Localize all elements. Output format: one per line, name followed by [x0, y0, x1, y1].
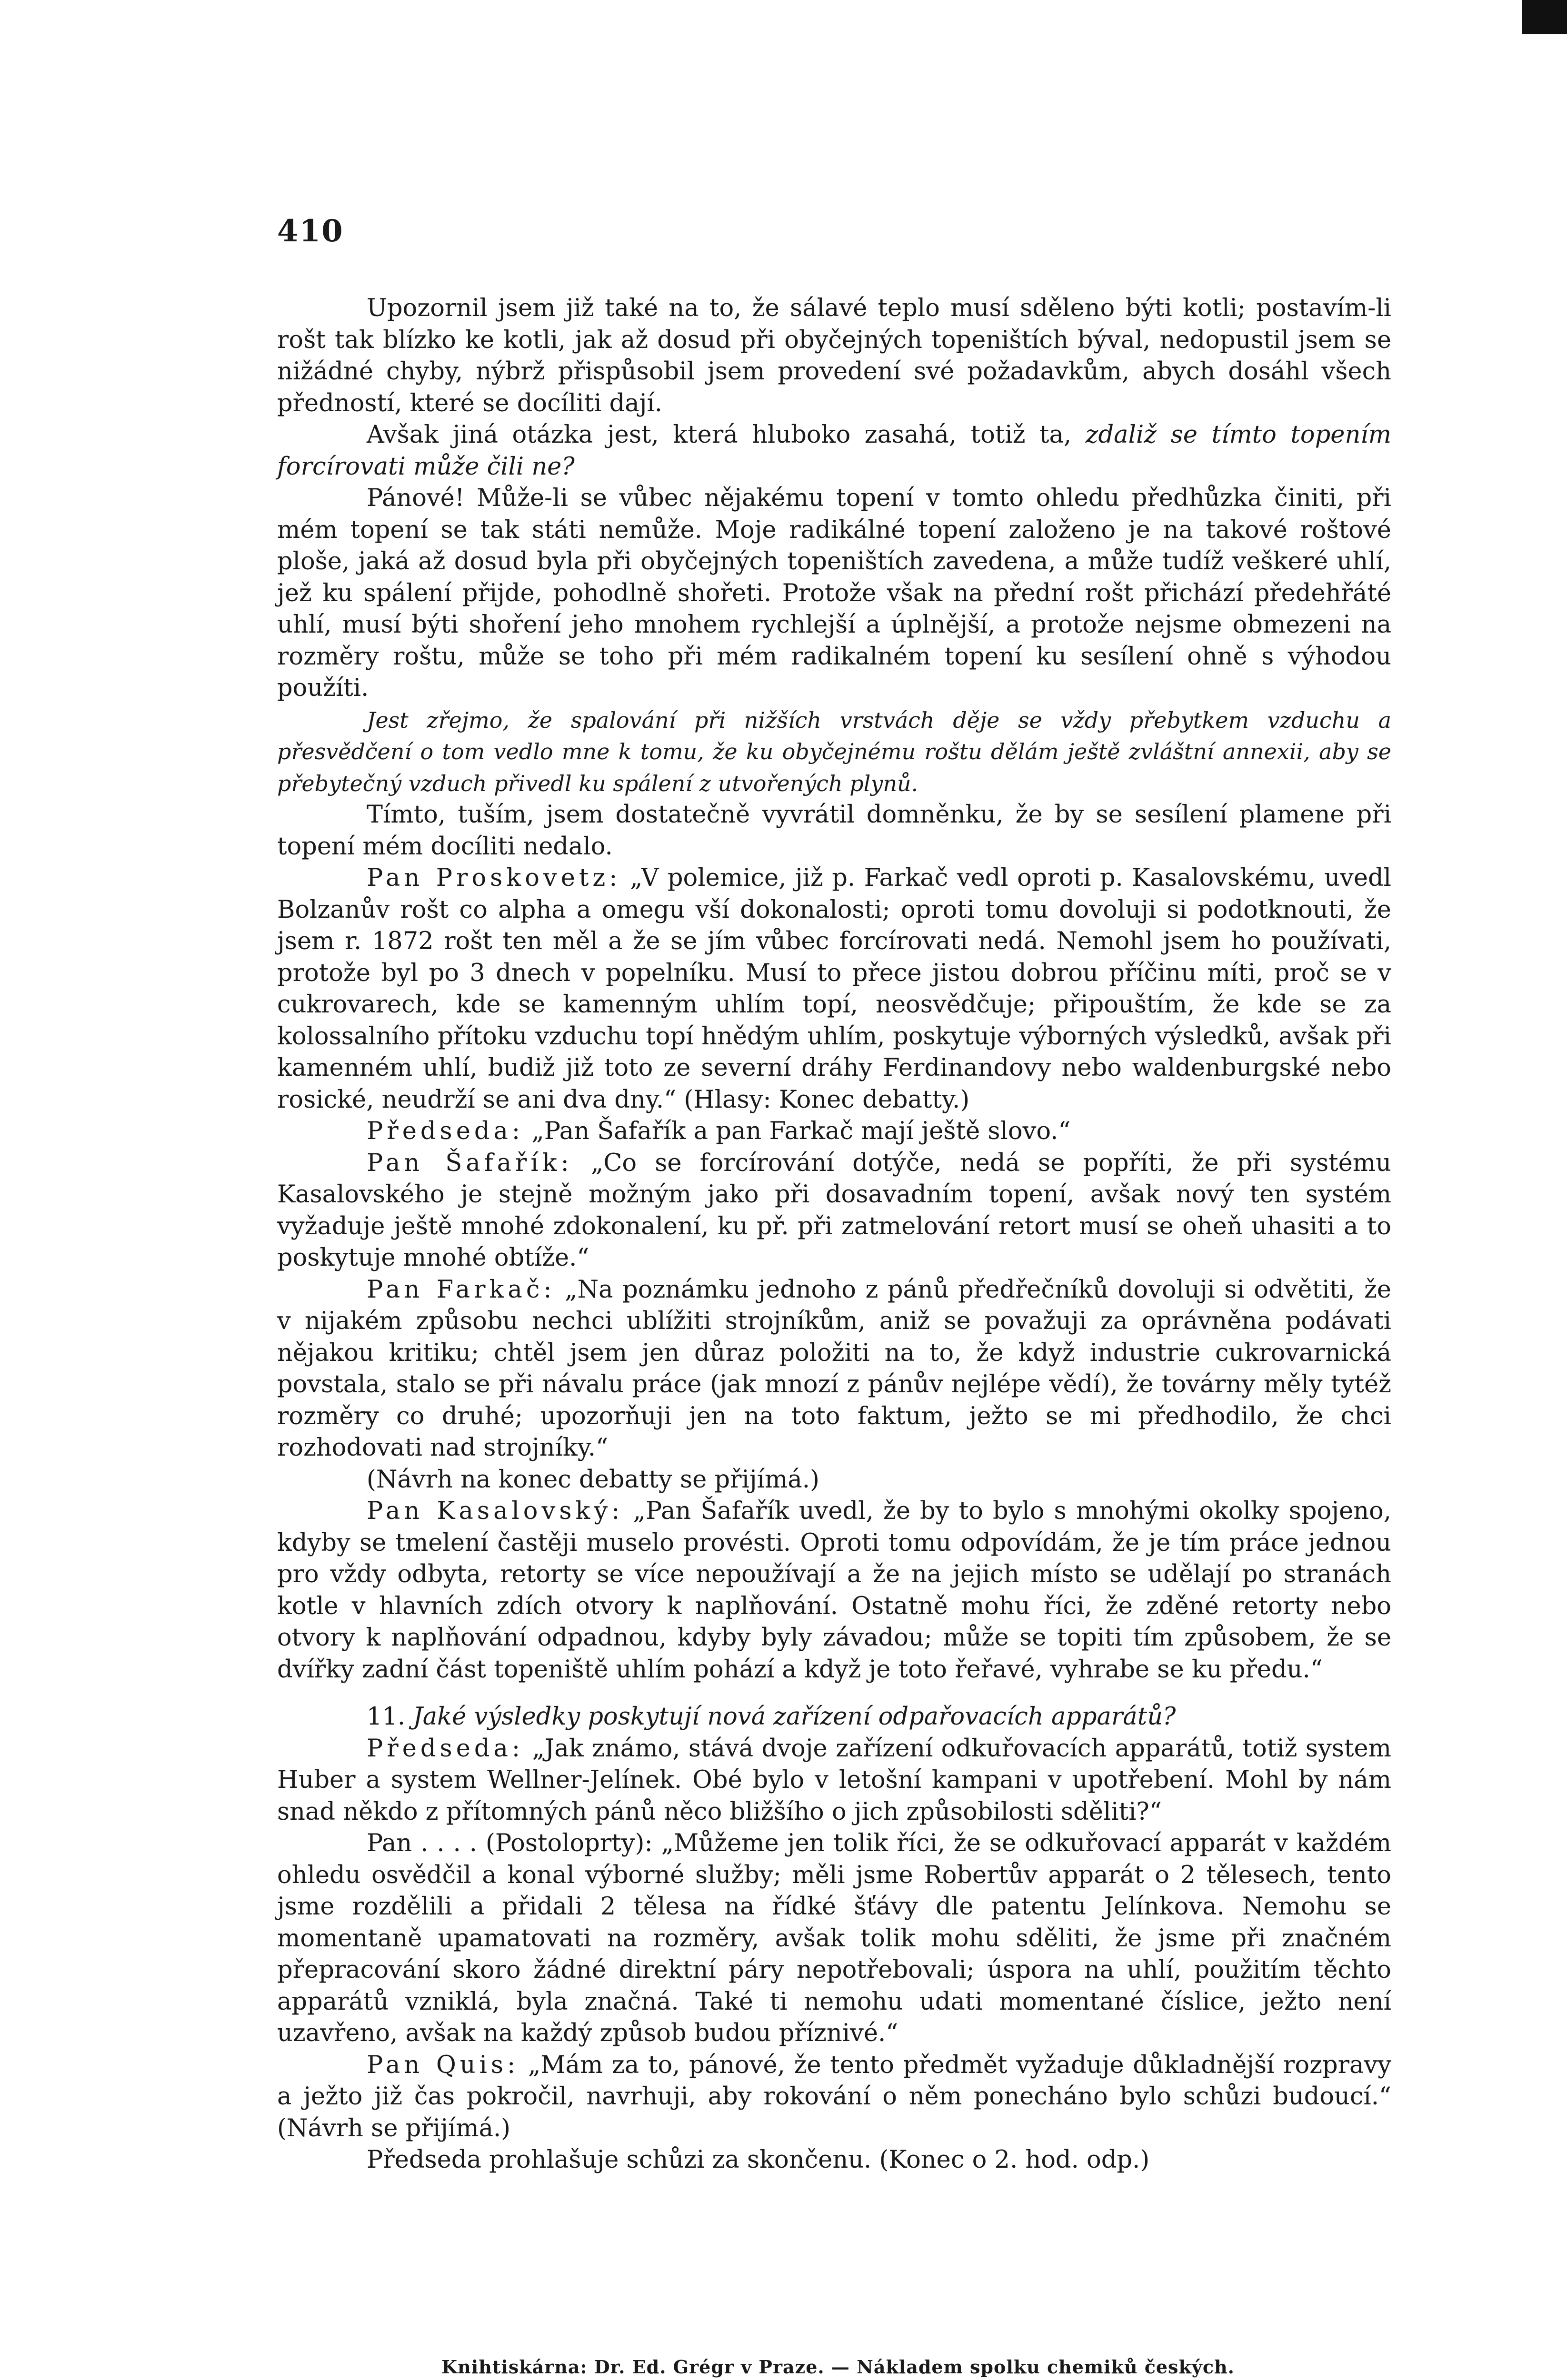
speaker-name: Předseda:: [367, 1734, 524, 1763]
paragraph: Předseda prohlašuje schůzi za skončenu. (Konec o 2. hod. odp.): [367, 2146, 1150, 2174]
speaker-name: Předseda:: [367, 1117, 524, 1145]
section-heading: 11. Jaké výsledky poskytují nová zařízení odpařovacích apparátů?: [367, 1703, 1176, 1731]
paragraph-italic: Jest zřejmo, že spalování při nižších vrstvách děje se vždy přebytkem vzduchu a přesvědčení o tom vedlo mne k tomu, že ku obyčejnému roštu dělám ještě zvláštní annexii, aby se přebytečný vzduch přivedl ku spálení z utvořených plynů.: [277, 707, 1391, 796]
paragraph: Tímto, tuším, jsem dostatečně vyvrátil domněnku, že by se sesílení plamene při topení mém docíliti nedalo.: [277, 801, 1391, 861]
paragraph: Avšak jiná otázka jest, která hluboko zasahá, totiž ta, zdaliž se tímto topením forcírovati může čili ne?: [277, 421, 1391, 481]
paragraph: Pan Quis: „Mám za to, pánové, že tento předmět vyžaduje důkladnější rozpravy a ježto již čas pokročil, navrhuji, aby rokování o něm ponecháno bylo schůzi budoucí.“ (Návrh se přijímá.): [277, 2051, 1392, 2142]
paragraph: Pan . . . . (Postoloprty): „Můžeme jen tolik říci, že se odkuřovací apparát v každém ohledu osvědčil a konal výborné služby; měli jsme Robertův apparát o 2 tělesech, tento jsme rozdělili a přidali 2 tělesa na řídké šťávy dle patentu Jelínkova. Nemohu se momentaně upamatovati na rozměry, avšak tolik mohu sděliti, že jsme při značném přepracování skoro žádné direktní páry nepotřebovali; úspora na uhlí, použitím těchto apparátů vzniklá, byla značná. Také ti nemohu udati momentané číslice, ježto není uzavřeno, avšak na každý způsob budou příznivé.“: [277, 1829, 1392, 2047]
paragraph: Pan Farkač: „Na poznámku jednoho z pánů předřečníků dovoluji si odvětiti, že v nijakém způsobu nechci ublížiti strojníkům, aniž se považuji za oprávněna podávati nějakou kritiku; chtěl jsem jen důraz položiti na to, že když industrie cukrovarnická povstala, stalo se při návalu práce (jak mnozí z pánův nejlépe vědí), že továrny měly tytéž rozměry co druhé; upozorňuji jen na toto faktum, ježto se mi předhodilo, že chci rozhodovati nad strojníky.“: [277, 1275, 1391, 1462]
body-text: [277, 293, 1391, 2176]
paragraph: (Návrh na konec debatty se přijímá.): [367, 1465, 819, 1494]
printer-footer: Knihtiskárna: Dr. Ed. Grégr v Praze. — Nákladem spolku chemiků českých.: [441, 2356, 1235, 2378]
speaker-name: Pan Proskovetz:: [367, 864, 621, 892]
paragraph: Předseda: „Pan Šafařík a pan Farkač mají ještě slovo.“: [367, 1117, 1071, 1145]
speaker-name: Pan . . . .: [367, 1829, 478, 1857]
paragraph: Pan Kasalovský: „Pan Šafařík uvedl, že by to bylo s mnohými okolky spojeno, kdyby se tmelení častěji muselo provésti. Oproti tomu odpovídám, že je tím práce jednou pro vždy odbyta, retorty se více nepoužívají a že na jejich místo se udělají po stranách kotle v hlavních zdích otvory k naplňování. Ostatně mohu říci, že zděné retorty nebo otvory k naplňování odpadnou, kdyby byly závadou; může se topiti tím způsobem, že se dvířky zadní část topeniště uhlím pohází a když je toto řeřavé, vyhrabe se ku předu.“: [277, 1497, 1391, 1684]
speaker-name: Pan Quis:: [367, 2051, 519, 2079]
scan-corner-mark: [1522, 0, 1567, 34]
paragraph: Pánové! Může-li se vůbec nějakému topení v tomto ohledu předhůzka činiti, při mém topení se tak státi nemůže. Moje radikálné topení založeno je na takové roštové ploše, jaká až dosud byla při obyčejných topeništích zavedena, a může tudíž veškeré uhlí, jež ku spálení přijde, pohodlně shořeti. Protože však na přední rošt přichází předehřáté uhlí, musí býti shoření jeho mnohem rychlejší a úplnější, a protože nejsme obmezeni na rozměry roštu, může se toho při mém radikalném topení ku sesílení ohně s výhodou použíti.: [277, 484, 1391, 702]
speaker-name: Pan Farkač:: [367, 1275, 556, 1304]
speaker-name: Pan Kasalovský:: [367, 1497, 624, 1525]
paragraph: Pan Proskovetz: „V polemice, již p. Farkač vedl oproti p. Kasalovskému, uvedl Bolzanův rošt co alpha a omegu vší dokonalosti; oproti tomu dovoluji si podotknouti, že jsem r. 1872 rošt ten měl a že se jím vůbec forcírovati nedá. Nemohl jsem ho používati, protože byl po 3 dnech v popelníku. Musí to přece jistou dobrou příčinu míti, proč se v cukrovarech, kde se kamenným uhlím topí, neosvědčuje; připouštím, že kde se za kolossalního přítoku vzduchu topí hnědým uhlím, poskytuje výborných výsledků, avšak při kamenném uhlí, budiž již toto ze severní dráhy Ferdinandovy nebo waldenburgské nebo rosické, neudrží se ani dva dny.“ (Hlasy: Konec debatty.): [277, 864, 1391, 1114]
paragraph: Předseda: „Jak známo, stává dvoje zařízení odkuřovacích apparátů, totiž system Huber a system Wellner-Jelínek. Obé bylo v letošní kampani v upotřebení. Mohl by nám snad někdo z přítomných pánů něco bližšího o jich způsobilosti sděliti?“: [277, 1734, 1391, 1826]
paragraph: Pan Šafařík: „Co se forcírování dotýče, nedá se popříti, že při systému Kasalovského je stejně možným jako při dosavadním topení, avšak nový ten systém vyžaduje ještě mnohé zdokonalení, ku př. při zatmelování retort musí se oheň uhasiti a to poskytuje mnohé obtíže.“: [277, 1149, 1392, 1272]
paragraph: Upozornil jsem již také na to, že sálavé teplo musí sděleno býti kotli; postavím-li rošt tak blízko ke kotli, jak až dosud při obyčejných topeništích býval, nedopustil jsem se nižádné chyby, nýbrž přispůsobil jsem provedení své požadavkům, abych dosáhl všech předností, které se docíliti dají.: [277, 294, 1391, 417]
page-number: 410: [277, 213, 344, 249]
speaker-name: Pan Šafařík:: [367, 1149, 573, 1177]
